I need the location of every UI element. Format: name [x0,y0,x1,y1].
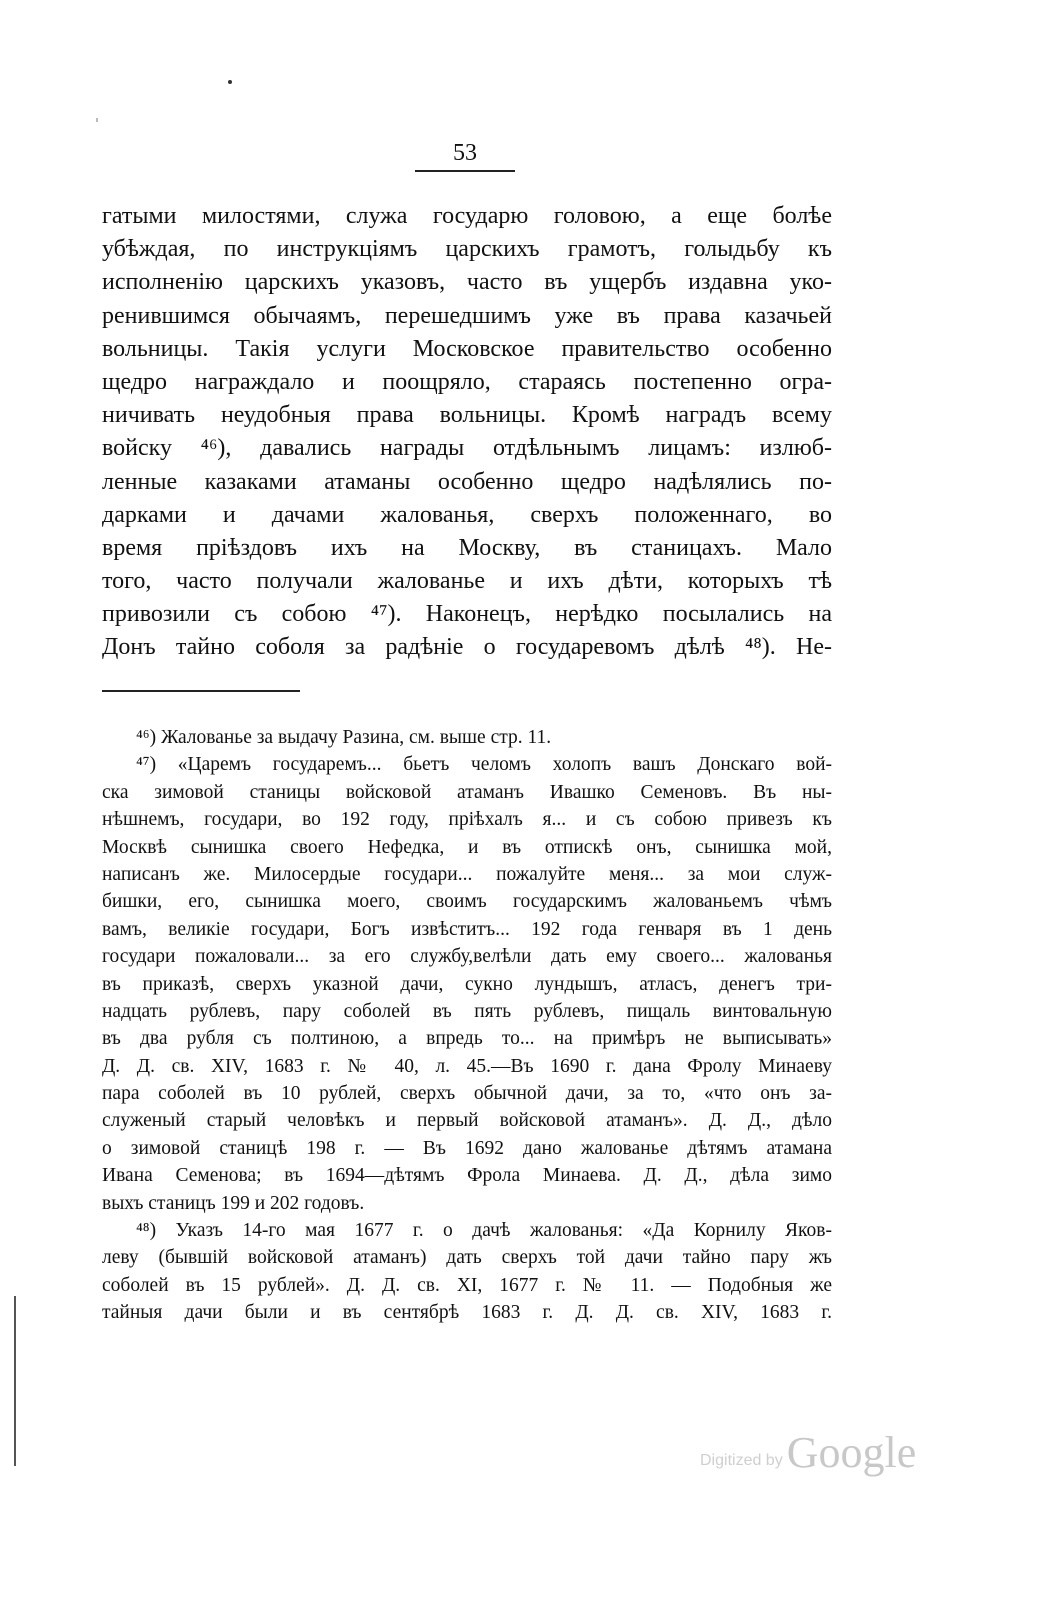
google-logo: Google [786,1428,917,1477]
footnote-line: выхъ станицъ 199 и 202 годовъ. [102,1192,365,1214]
footnote-line: соболей въ 15 рублей». Д. Д. св. XI, 1677 г. № 11. — Подобныя же [102,1274,832,1296]
scan-speck [228,80,232,84]
main-text [102,200,832,665]
digitized-watermark [700,1418,916,1478]
footnote-line: написанъ же. Милосердые государи... пожалуйте меня... за мои служ- [102,863,832,885]
text-line: дарками и дачами жалованья, сверхъ положеннаго, во [102,501,832,528]
footnote-line: Москвѣ сынишка своего Нефедка, и въ отпискѣ онъ, сынишка мой, [102,836,832,858]
footnote-line: о зимовой станицѣ 198 г. — Въ 1692 дано жалованье дѣтямъ атамана [102,1137,832,1159]
footnote-line: ⁴⁶) Жалованье за выдачу Разина, см. выше стр. 11. [136,727,552,748]
text-line: ленные казаками атаманы особенно щедро надѣлялись по- [102,468,832,495]
footnote-line: въ два рубля съ полтиною, а впредь то... на примѣръ не выписывать» [102,1028,832,1050]
footnote-line: государи пожаловали... за его службу,велѣли дать ему своего... жалованья [102,946,832,968]
text-line: Донъ тайно соболя за радѣніе о государевомъ дѣлѣ ⁴⁸). Не- [102,634,832,661]
footnote-line: пара соболей въ 10 рублей, сверхъ обычной дачи, за то, «что онъ за- [102,1083,832,1105]
footnotes [102,724,832,1327]
footnote-line: нѣшнемъ, государи, во 192 году, пріѣхалъ я... и съ собою привезъ къ [102,809,832,831]
page-number: 53 [453,140,477,166]
watermark-prefix: Digitized by [700,1452,783,1469]
footnote-line: тайныя дачи были и въ сентябрѣ 1683 г. Д. Д. св. XIV, 1683 г. [102,1302,832,1324]
footnote-line: вамъ, великіе государи, Богъ извѣститъ... 192 года генваря въ 1 день [102,918,832,940]
text-line: исполненію царскихъ указовъ, часто въ ущербъ издавна уко- [102,269,832,296]
footnote-line: ⁴⁷) «Царемъ государемъ... бьетъ челомъ холопъ вашъ Донскаго вой- [136,754,832,776]
footnote-line: Ивана Семенова; въ 1694—дѣтямъ Фрола Минаева. Д. Д., дѣла зимо [102,1165,832,1187]
scan-speck [96,118,98,122]
text-line: войску ⁴⁶), давались награды отдѣльнымъ лицамъ: излюб- [102,435,832,462]
footnote-line: ⁴⁸) Указъ 14-го мая 1677 г. о дачѣ жалованья: «Да Корнилу Яков- [136,1220,832,1242]
footnote-line: бишки, его, сынишка моего, своимъ государскимъ жалованьемъ чѣмъ [102,891,832,913]
footnote-line: въ приказѣ, сверхъ указной дачи, сукно лундышъ, атласъ, денегъ три- [102,973,832,995]
text-line: время пріѣздовъ ихъ на Москву, въ станицахъ. Мало [102,534,832,561]
text-line: вольницы. Такія услуги Московское правительство особенно [102,335,832,362]
page-number-rule [415,170,515,172]
text-line: щедро награждало и поощряло, стараясь постепенно огра- [102,368,832,395]
text-line: гатыми милостями, служа государю головою, а еще болѣе [102,203,832,229]
text-line: ничивать неудобныя права вольницы. Кромѣ наградъ всему [102,402,832,429]
footnote-separator [102,690,300,692]
footnote-line: служеный старый человѣкъ и первый войсковой атаманъ». Д. Д., дѣло [102,1110,832,1132]
text-line: привозили съ собою ⁴⁷). Наконецъ, нерѣдко посылались на [102,601,832,628]
footnote-line: леву (бывшій войсковой атаманъ) дать сверхъ той дачи тайно пару жъ [102,1247,832,1269]
text-line: того, часто получали жалованье и ихъ дѣти, которыхъ тѣ [102,568,832,595]
text-line: убѣждая, по инструкціямъ царскихъ грамотъ, голыдьбу къ [102,236,832,263]
footnote-line: надцать рублевъ, пару соболей въ пять рублевъ, пищаль винтовальную [102,1000,832,1022]
footnote-line: Д. Д. св. XIV, 1683 г. № 40, л. 45.—Въ 1690 г. дана Фролу Минаеву [102,1055,832,1077]
footnote-line: ска зимовой станицы войсковой атаманъ Ивашко Семеновъ. Въ ны- [102,781,832,803]
scan-edge-mark [14,1296,16,1466]
text-line: ренившимся обычаямъ, перешедшимъ уже въ права казачьей [102,302,832,329]
